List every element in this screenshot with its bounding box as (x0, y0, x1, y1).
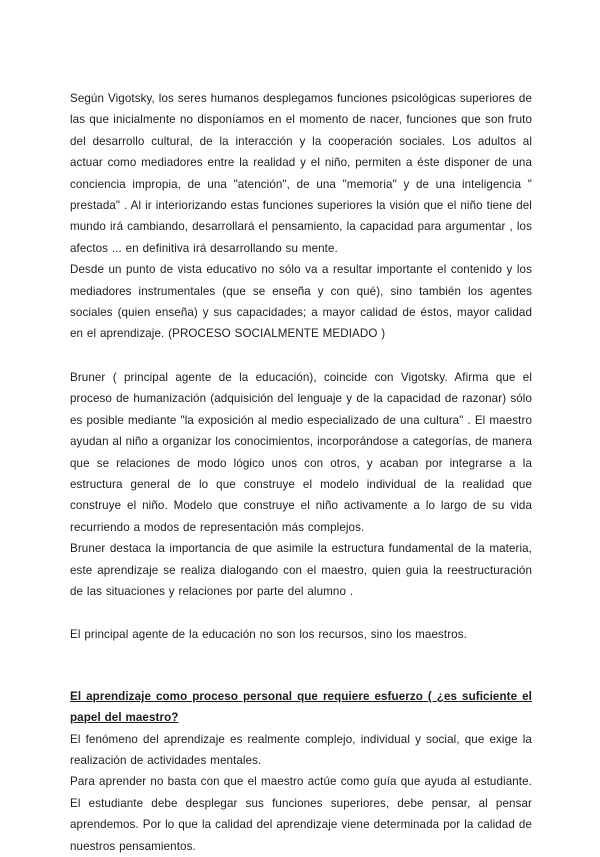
paragraph-bruner-humanization: Bruner ( principal agente de la educación), coincide con Vigotsky. Afirma que el proceso de humanización (adquisición del lenguaje y de la capacidad de razonar) sólo es posible mediante "la exposición al medio especializado de una cultura" . El maestro ayudan al niño a organizar los conocimientos, incorporándose a categorías, de manera que se relaciones de modo lógico unos con otros, y acaban por integrarse a la estructura general de lo que construye el modelo individual de la realidad que construye el niño. Modelo que construye el niño activamente a lo largo de su vida recurriendo a modos de representación más complejos. (70, 370, 532, 534)
paragraph-bruner-structure: Bruner destaca la importancia de que asimile la estructura fundamental de la materia, este aprendizaje se realiza dialogando con el maestro, quien guia la reestructuración de las situaciones y relaciones por parte del alumno . (70, 542, 532, 598)
paragraph-vigotsky-functions: Según Vigotsky, los seres humanos desplegamos funciones psicológicas superiores de las que inicialmente no disponíamos en el momento de nacer, funciones que son fruto del desarrollo cultural, de la interacción y la cooperación sociales. Los adultos al actuar como mediadores entre la realidad y el niño, permiten a éste disponer de una conciencia impropia, de una "atención", de una "memoria" y de una inteligencia " prestada" . Al ir interiorizando estas funciones superiores la visión que el niño tiene del mundo irá cambiando, desarrollará el pensamiento, la capacidad para argumentar , los afectos ... en definitiva irá desarrollando su mente. (70, 92, 532, 255)
paragraph-main-agent: El principal agente de la educación no son los recursos, sino los maestros. (70, 628, 467, 642)
paragraph-educational-view: Desde un punto de vista educativo no sólo va a resultar importante el contenido y los mediadores instrumentales (que se enseña y con qué), sino también los agentes sociales (quien enseña) y sus capacidades; a mayor calidad de éstos, mayor calidad en el aprendizaje. (PROCESO SOCIALMENTE MEDIADO ) (70, 263, 532, 341)
paragraph-learning-phenomenon: El fenómeno del aprendizaje es realmente complejo, individual y social, que exige la realización de actividades mentales. (70, 732, 532, 767)
paragraph-learning-effort: Para aprender no basta con que el maestro actúe como guía que ayuda al estudiante. El estudiante debe desplegar sus funciones superiores, debe pensar, al pensar aprendemos. Por lo que la calidad del aprendizaje viene determinada por la calidad de nuestros pensamientos. (70, 775, 532, 853)
section-heading: El aprendizaje como proceso personal que requiere esfuerzo ( ¿es suficiente el papel del maestro? (70, 689, 532, 725)
